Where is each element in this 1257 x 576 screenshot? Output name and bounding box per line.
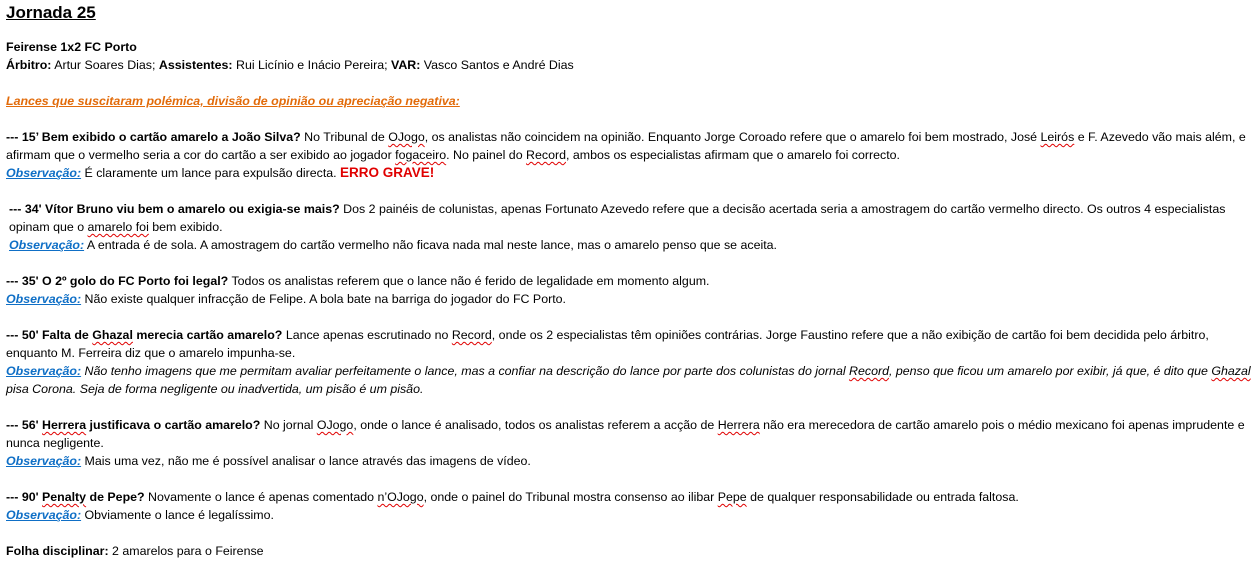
incident-text: bem exibido. <box>148 220 223 234</box>
incident-15-observation <box>6 164 1251 182</box>
observation-text: Não existe qualquer infracção de Felipe. A bola bate na barriga do jogador do FC Porto. <box>81 292 566 306</box>
incident-50-text <box>6 326 1251 362</box>
question-part: de Pepe? <box>86 490 145 504</box>
spellcheck-word: Record <box>849 364 889 378</box>
observation-text: A entrada é de sola. A amostragem do cartão vermelho não ficava nada mal neste lance, mas o amarelo penso que se aceita. <box>84 238 777 252</box>
question-part: justificava o cartão amarelo? <box>86 418 261 432</box>
error-verdict: ERRO GRAVE! <box>340 165 435 180</box>
incident-question: --- 35' O 2º golo do FC Porto foi legal? <box>6 274 229 288</box>
incident-question: --- 15’ Bem exibido o cartão amarelo a João Silva? <box>6 130 301 144</box>
incident-text: Dos 2 painéis de colunistas, apenas Fortunato Azevedo refere que a decisão acertada seria a amostragem do cartão vermelho directo. Os outros 4 especialistas opinam que o <box>9 202 1226 234</box>
incident-56-text <box>6 416 1251 452</box>
spellcheck-word: Ghazal <box>92 328 133 342</box>
spellcheck-word: n’OJogo <box>377 490 424 504</box>
observation-text: É claramente um lance para expulsão directa. <box>81 166 341 180</box>
disciplinary-text: 2 amarelos para o Feirense <box>108 544 264 558</box>
spellcheck-word: OJogo <box>388 130 425 144</box>
incident-text: No jornal <box>260 418 317 432</box>
incident-15-text <box>6 128 1251 164</box>
spellcheck-word: fogaceiro <box>395 148 447 162</box>
spellcheck-word: amarelo foi <box>87 220 149 234</box>
disciplinary-label: Folha disciplinar: <box>6 544 109 558</box>
incident-35-observation <box>6 290 1251 308</box>
question-part: --- 56' <box>6 418 42 432</box>
question-part: --- 50' Falta de <box>6 328 93 342</box>
incident-question: --- 34' Vítor Bruno viu bem o amarelo ou exigia-se mais? <box>9 202 340 216</box>
incident-text: , onde os 2 especialistas têm opiniões contrárias. Jorge Faustino refere que a não exibição de cartão foi bem decidida pelo árbitro, enquanto M. Ferreira diz que o amarelo impunha-se. <box>6 328 1209 360</box>
incident-35-text <box>6 272 1251 290</box>
observation-part: pisa Corona. Seja de forma negligente ou inadvertida, um pisão é um pisão. <box>6 382 424 396</box>
spellcheck-word: Herrera <box>717 418 760 432</box>
assistants-label: Assistentes: <box>158 58 233 72</box>
spellcheck-word: OJogo <box>316 418 354 432</box>
incident-50-observation <box>6 362 1251 398</box>
observation-text: Obviamente o lance é legalíssimo. <box>81 508 274 522</box>
spellcheck-word: Herrera <box>42 418 87 432</box>
incident-text: Todos os analistas referem que o lance não é ferido de legalidade em momento algum. <box>228 274 710 288</box>
page-title: Jornada 25 <box>6 3 96 22</box>
incident-text: Lance apenas escrutinado no <box>282 328 452 342</box>
incident-question <box>6 328 282 342</box>
assistants-names: Rui Licínio e Inácio Pereira; <box>232 58 391 72</box>
spellcheck-word: Leirós <box>1040 130 1075 144</box>
incident-text: Novamente o lance é apenas comentado <box>144 490 378 504</box>
incident-question <box>6 490 145 504</box>
var-names: Vasco Santos e André Dias <box>420 58 574 72</box>
observation-label: Observação: <box>6 508 82 522</box>
incident-text: de qualquer responsabilidade ou entrada faltosa. <box>746 490 1019 504</box>
spellcheck-word: Record <box>451 328 492 342</box>
incident-90-observation <box>6 506 1251 524</box>
observation-part: Não tenho imagens que me permitam avaliar perfeitamente o lance, mas a confiar na descrição do lance por parte dos colunistas do jornal <box>81 364 850 378</box>
incident-question <box>6 418 260 432</box>
referee-label: Árbitro: <box>6 58 52 72</box>
officials-line <box>6 56 1251 74</box>
var-label: VAR: <box>390 58 421 72</box>
incident-text: , onde o painel do Tribunal mostra consenso ao ilibar <box>423 490 718 504</box>
incident-text: No Tribunal de <box>300 130 389 144</box>
question-part: --- 90' <box>6 490 42 504</box>
spellcheck-word: Penalty <box>42 490 87 504</box>
match-line: Feirense 1x2 FC Porto <box>6 40 137 54</box>
observation-label: Observação: <box>6 166 82 180</box>
incident-56-observation <box>6 452 1251 470</box>
incident-text: , os analistas não coincidem na opinião. Enquanto Jorge Coroado refere que o amarelo foi bem mostrado, José <box>424 130 1041 144</box>
disciplinary-line <box>6 542 1251 560</box>
incident-90-text <box>6 488 1251 506</box>
incident-text: , ambos os especialistas afirmam que o amarelo foi correcto. <box>565 148 900 162</box>
referee-name: Artur Soares Dias; <box>51 58 159 72</box>
incident-34-observation <box>6 236 1251 254</box>
question-part: merecia cartão amarelo? <box>132 328 283 342</box>
incident-34-text <box>6 200 1251 236</box>
incident-text: . No painel do <box>446 148 527 162</box>
observation-text: Mais uma vez, não me é possível analisar o lance através das imagens de vídeo. <box>81 454 531 468</box>
spellcheck-word: Pepe <box>717 490 747 504</box>
section-heading: Lances que suscitaram polémica, divisão de opinião ou apreciação negativa: <box>6 94 460 108</box>
observation-label: Observação: <box>6 364 82 378</box>
observation-label: Observação: <box>6 454 82 468</box>
observation-label: Observação: <box>9 238 85 252</box>
observation-label: Observação: <box>6 292 82 306</box>
observation-text <box>6 364 1251 396</box>
observation-part: , penso que ficou um amarelo por exibir, já que, é dito que <box>889 364 1212 378</box>
incident-text: , onde o lance é analisado, todos os analistas referem a acção de <box>353 418 718 432</box>
incident-text: e F. Azevedo vão mais além, e afirmam que o vermelho seria a cor do cartão a ser exibido ao jogador <box>6 130 1246 162</box>
spellcheck-word: Record <box>526 148 566 162</box>
spellcheck-word: Ghazal <box>1211 364 1251 378</box>
incident-text: não era merecedora de cartão amarelo pois o médio mexicano foi apenas imprudente e nunca negligente. <box>6 418 1245 450</box>
